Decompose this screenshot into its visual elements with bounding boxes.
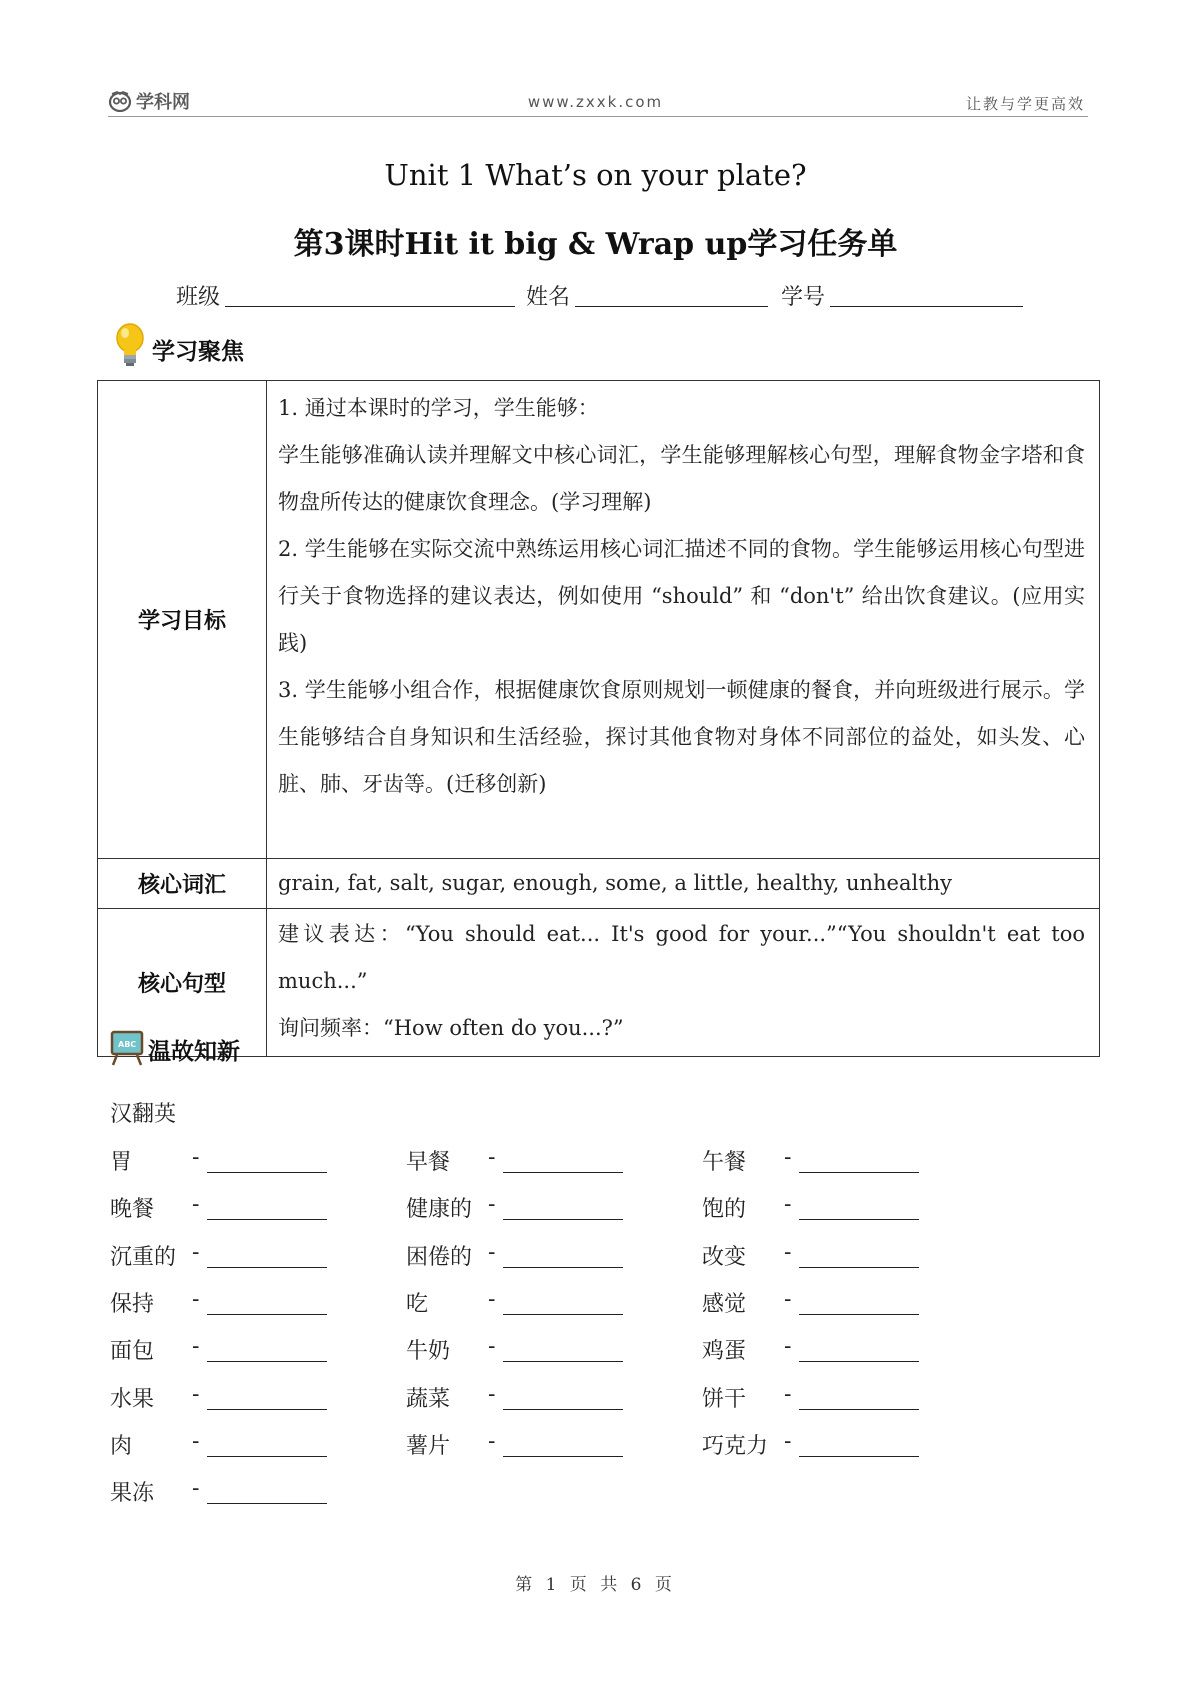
table-row — [98, 859, 1100, 909]
vocab-label: 核心词汇 — [98, 859, 267, 909]
page-number: 第 1 页 共 6 页 — [515, 1575, 676, 1595]
unit-title: Unit 1 What’s on your plate? — [384, 158, 807, 192]
class-blank[interactable] — [225, 306, 515, 307]
goals-content — [267, 381, 1100, 859]
answer-blank[interactable] — [207, 1409, 327, 1410]
vocab-dash: - — [192, 1286, 200, 1312]
answer-blank[interactable] — [207, 1314, 327, 1315]
vocab-dash: - — [784, 1192, 792, 1218]
vocab-word: 果冻 — [110, 1481, 155, 1507]
vocab-dash: - — [488, 1192, 496, 1218]
vocab-word: 早餐 — [406, 1150, 451, 1175]
core-vocabulary: grain, fat, salt, sugar, enough, some, a little, healthy, unhealthy — [278, 871, 953, 895]
answer-blank[interactable] — [207, 1267, 327, 1268]
vocab-dash: - — [192, 1476, 200, 1502]
vocab-dash: - — [192, 1239, 200, 1265]
answer-blank[interactable] — [503, 1219, 623, 1220]
vocab-dash: - — [488, 1239, 496, 1265]
goal-paragraph: 学生能够准确认读并理解文中核心词汇，学生能够理解核心句型，理解食物金字塔和食物盘所传达的健康饮食理念。(学习理解) — [278, 443, 1085, 514]
answer-blank[interactable] — [503, 1172, 623, 1173]
answer-blank[interactable] — [799, 1172, 919, 1173]
site-url: www.zxxk.com — [527, 93, 664, 111]
vocab-dash: - — [192, 1381, 200, 1407]
vocab-dash: - — [488, 1145, 496, 1170]
answer-blank[interactable] — [799, 1267, 919, 1268]
vocab-dash: - — [784, 1381, 792, 1407]
vocab-dash: - — [488, 1428, 496, 1454]
table-row — [98, 381, 1100, 859]
svg-text:ABC: ABC — [118, 1040, 137, 1049]
section-review-header — [110, 1030, 240, 1066]
vocab-dash: - — [192, 1334, 200, 1360]
answer-blank[interactable] — [503, 1361, 623, 1362]
section-focus-header — [112, 322, 244, 370]
vocab-dash: - — [784, 1239, 792, 1265]
vocab-word: 鸡蛋 — [702, 1339, 747, 1365]
vocab-dash: - — [784, 1334, 792, 1360]
sentence-pattern: 询问频率：“How often do you...?” — [278, 1016, 624, 1040]
vocab-word: 吃 — [406, 1291, 429, 1317]
vocab-word: 巧克力 — [702, 1433, 769, 1459]
vocab-word: 面包 — [110, 1339, 155, 1365]
goals-label: 学习目标 — [98, 381, 267, 859]
vocab-word: 胃 — [110, 1150, 133, 1175]
answer-blank[interactable] — [503, 1314, 623, 1315]
logo-text: 学科网 — [136, 92, 190, 113]
vocab-dash: - — [784, 1428, 792, 1454]
answer-blank[interactable] — [799, 1456, 919, 1457]
goal-paragraph: 2. 学生能够在实际交流中熟练运用核心词汇描述不同的食物。学生能够运用核心句型进行关于食物选择的建议表达，例如使用 “should” 和 “don't” 给出饮食建议。(应用实践) — [278, 537, 1085, 655]
lightbulb-icon — [112, 322, 148, 370]
answer-blank[interactable] — [207, 1456, 327, 1457]
name-label: 姓名 — [526, 285, 571, 310]
answer-blank[interactable] — [503, 1267, 623, 1268]
sentence-pattern: 建议表达：“You should eat... It's good for your...”“You shouldn't eat too much...” — [278, 922, 1085, 993]
vocab-word: 薯片 — [406, 1433, 451, 1459]
blackboard-icon — [110, 1030, 144, 1066]
vocab-content — [267, 859, 1100, 909]
answer-blank[interactable] — [207, 1503, 327, 1504]
answer-blank[interactable] — [799, 1409, 919, 1410]
site-slogan: 让教与学更高效 — [965, 95, 1085, 113]
answer-blank[interactable] — [503, 1456, 623, 1457]
vocab-word: 午餐 — [702, 1150, 747, 1175]
vocab-word: 健康的 — [406, 1197, 473, 1223]
number-label: 学号 — [781, 285, 826, 310]
vocab-word: 困倦的 — [406, 1244, 473, 1270]
table-row — [98, 909, 1100, 1057]
answer-blank[interactable] — [207, 1219, 327, 1220]
vocab-word: 水果 — [110, 1386, 155, 1412]
section-focus-title: 学习聚焦 — [152, 339, 244, 365]
sentence-label: 核心句型 — [98, 909, 267, 1057]
answer-blank[interactable] — [799, 1314, 919, 1315]
vocab-dash: - — [488, 1381, 496, 1407]
vocab-word: 沉重的 — [110, 1244, 177, 1270]
vocab-dash: - — [192, 1428, 200, 1454]
answer-blank[interactable] — [799, 1219, 919, 1220]
vocab-dash: - — [784, 1286, 792, 1312]
class-label: 班级 — [176, 285, 221, 310]
goal-paragraph: 3. 学生能够小组合作，根据健康饮食原则规划一顿健康的餐食，并向班级进行展示。学生能够结合自身知识和生活经验，探讨其他食物对身体不同部位的益处，如头发、心脏、肺、牙齿等。(迁移创新) — [278, 678, 1085, 796]
sentence-content — [267, 909, 1100, 1057]
vocab-word: 改变 — [702, 1244, 747, 1270]
vocab-word: 蔬菜 — [406, 1386, 451, 1412]
vocab-dash: - — [192, 1145, 200, 1170]
answer-blank[interactable] — [207, 1361, 327, 1362]
section-review-title: 温故知新 — [148, 1039, 240, 1065]
translation-instruction: 汉翻英 — [110, 1102, 177, 1127]
vocab-word: 保持 — [110, 1291, 155, 1317]
learning-focus-table — [97, 380, 1100, 1057]
lesson-title: 第3课时Hit it big & Wrap up学习任务单 — [293, 227, 898, 262]
vocab-dash: - — [192, 1192, 200, 1218]
vocab-word: 牛奶 — [406, 1339, 451, 1365]
vocab-word: 晚餐 — [110, 1197, 155, 1223]
answer-blank[interactable] — [799, 1361, 919, 1362]
answer-blank[interactable] — [207, 1172, 327, 1173]
vocab-word: 感觉 — [702, 1291, 747, 1317]
vocab-dash: - — [488, 1334, 496, 1360]
vocab-dash: - — [784, 1145, 792, 1170]
vocab-word: 饱的 — [702, 1197, 747, 1223]
answer-blank[interactable] — [503, 1409, 623, 1410]
vocab-word: 饼干 — [702, 1386, 747, 1412]
number-blank[interactable] — [830, 306, 1023, 307]
header-divider — [108, 116, 1088, 117]
vocab-word: 肉 — [110, 1433, 133, 1459]
name-blank[interactable] — [575, 306, 768, 307]
vocab-dash: - — [488, 1286, 496, 1312]
goal-paragraph: 1. 通过本课时的学习，学生能够： — [278, 396, 599, 420]
